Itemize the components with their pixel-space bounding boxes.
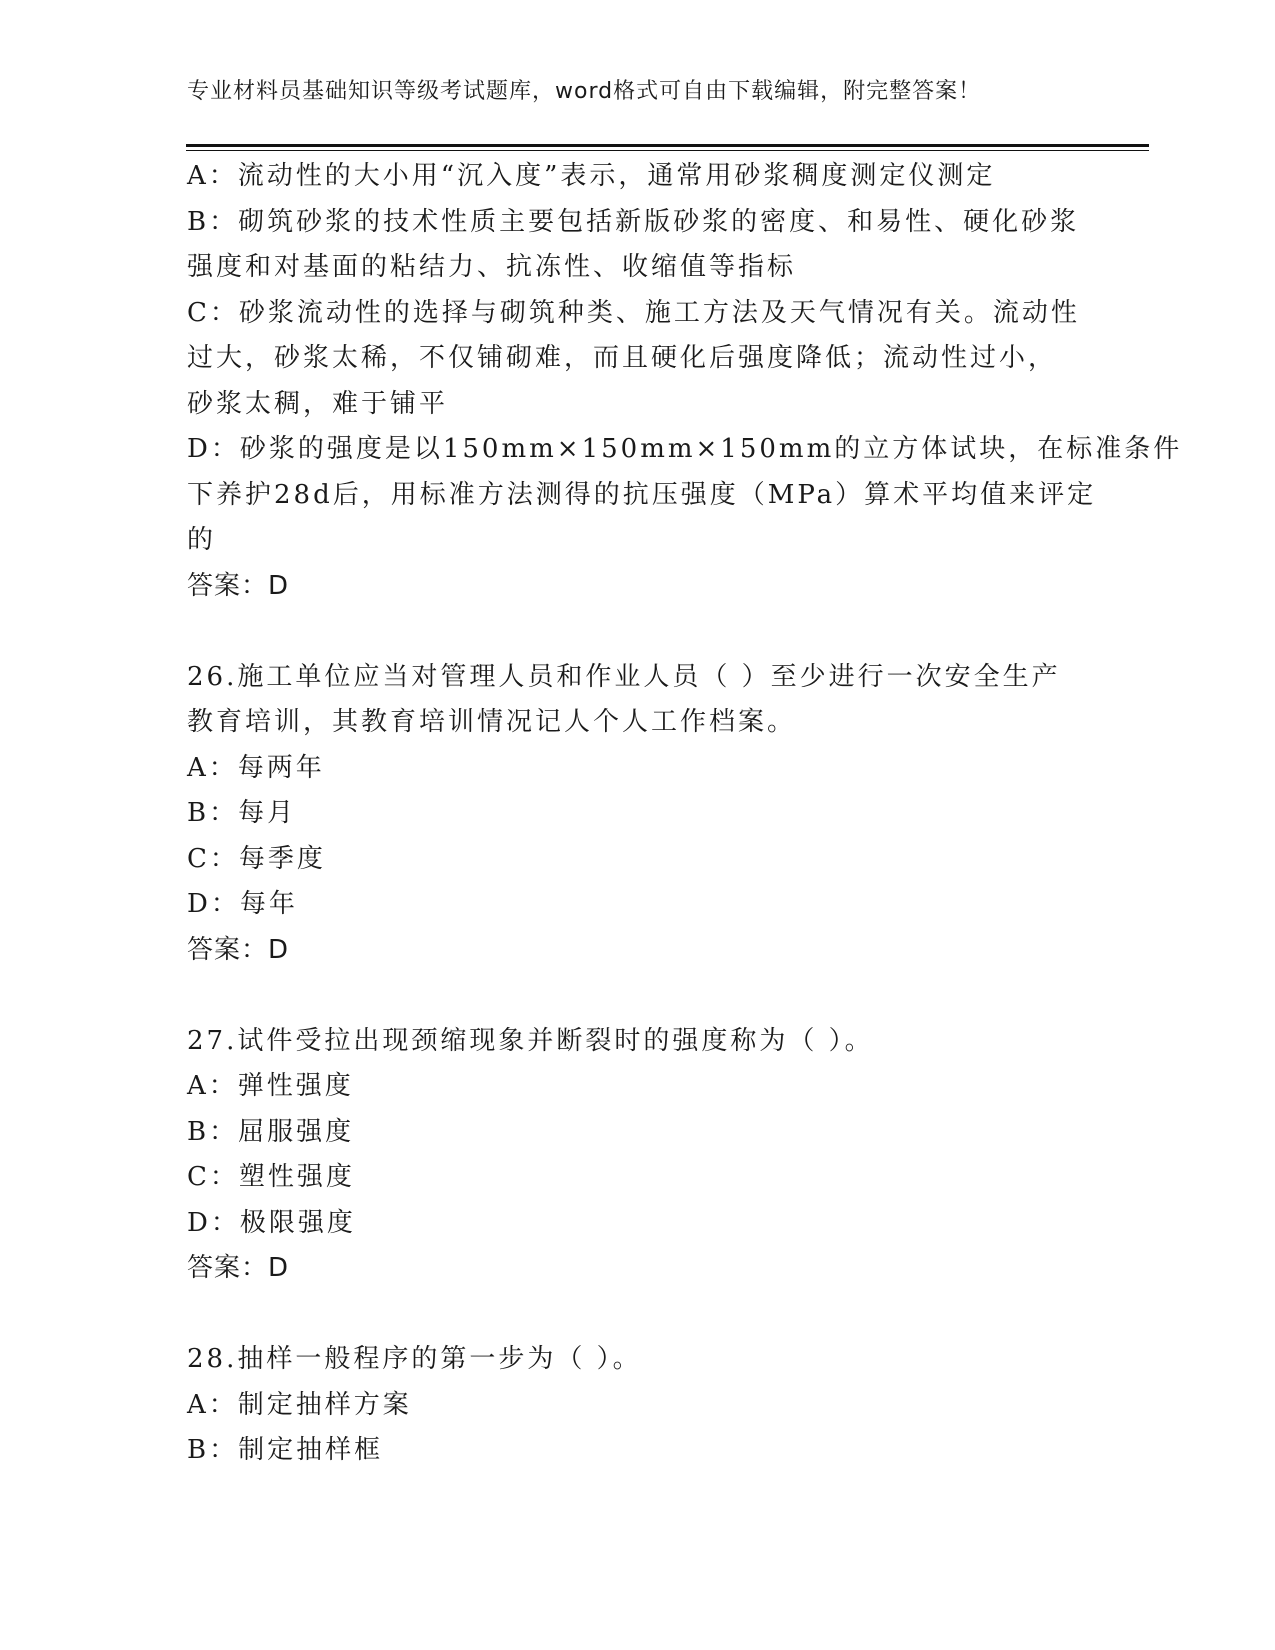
question-27-block — [187, 1019, 1087, 1292]
question-25-block — [187, 154, 1183, 609]
q26-stem-line-2: 教育培训，其教育培训情况记人个人工作档案。 — [187, 707, 797, 737]
header-divider — [186, 144, 1149, 151]
q26-option-c: C：每季度 — [187, 843, 326, 874]
q26-option-b: B：每月 — [187, 798, 297, 828]
q27-option-b: B：屈服强度 — [187, 1116, 355, 1147]
q25-option-c-line-2: 过大，砂浆太稀，不仅铺砌难，而且硬化后强度降低；流动性过小， — [187, 343, 1058, 373]
q25-option-b-line-1: B：砌筑砂浆的技术性质主要包括新版砂浆的密度、和易性、硬化砂浆 — [187, 206, 1080, 237]
q26-option-d: D：每年 — [187, 889, 298, 919]
q28-stem: 28.抽样一般程序的第一步为（ ）。 — [187, 1344, 642, 1374]
q28-option-a: A：制定抽样方案 — [187, 1389, 412, 1420]
q25-option-b-line-2: 强度和对基面的粘结力、抗冻性、收缩值等指标 — [187, 252, 797, 282]
q25-option-c-line-1: C：砂浆流动性的选择与砌筑种类、施工方法及天气情况有关。流动性 — [187, 297, 1080, 328]
question-26-block — [187, 655, 1087, 974]
q25-option-d-line-3: 的 — [187, 525, 217, 555]
q27-option-c: C：塑性强度 — [187, 1162, 355, 1192]
document-body — [187, 154, 1183, 1474]
q26-answer: 答案：D — [187, 934, 290, 965]
q25-option-d-line-1: D：砂浆的强度是以150mm×150mm×150mm的立方体试块，在标准条件 — [187, 434, 1183, 464]
q25-option-c-line-3: 砂浆太稠，难于铺平 — [187, 388, 449, 419]
q27-option-d: D：极限强度 — [187, 1207, 356, 1238]
q27-stem: 27.试件受拉出现颈缩现象并断裂时的强度称为（ ）。 — [187, 1025, 874, 1056]
q25-option-a: A：流动性的大小用“沉入度”表示，通常用砂浆稠度测定仪测定 — [187, 161, 996, 191]
question-28-block — [187, 1337, 1087, 1474]
q27-option-a: A：弹性强度 — [187, 1071, 354, 1101]
spacer — [187, 973, 1087, 1019]
q27-answer: 答案：D — [187, 1253, 290, 1283]
page-header: 专业材料员基础知识等级考试题库，word格式可自由下载编辑，附完整答案！ — [187, 79, 982, 104]
q25-option-d-line-2: 下养护28d后，用标准方法测得的抗压强度（MPa）算术平均值来评定 — [187, 479, 1097, 510]
spacer — [187, 609, 1087, 655]
q28-option-b: B：制定抽样框 — [187, 1435, 384, 1465]
spacer — [187, 1292, 1087, 1338]
q26-option-a: A：每两年 — [187, 752, 325, 783]
q26-stem-line-1: 26.施工单位应当对管理人员和作业人员（ ）至少进行一次安全生产 — [187, 661, 1061, 692]
q25-answer: 答案：D — [187, 570, 290, 601]
